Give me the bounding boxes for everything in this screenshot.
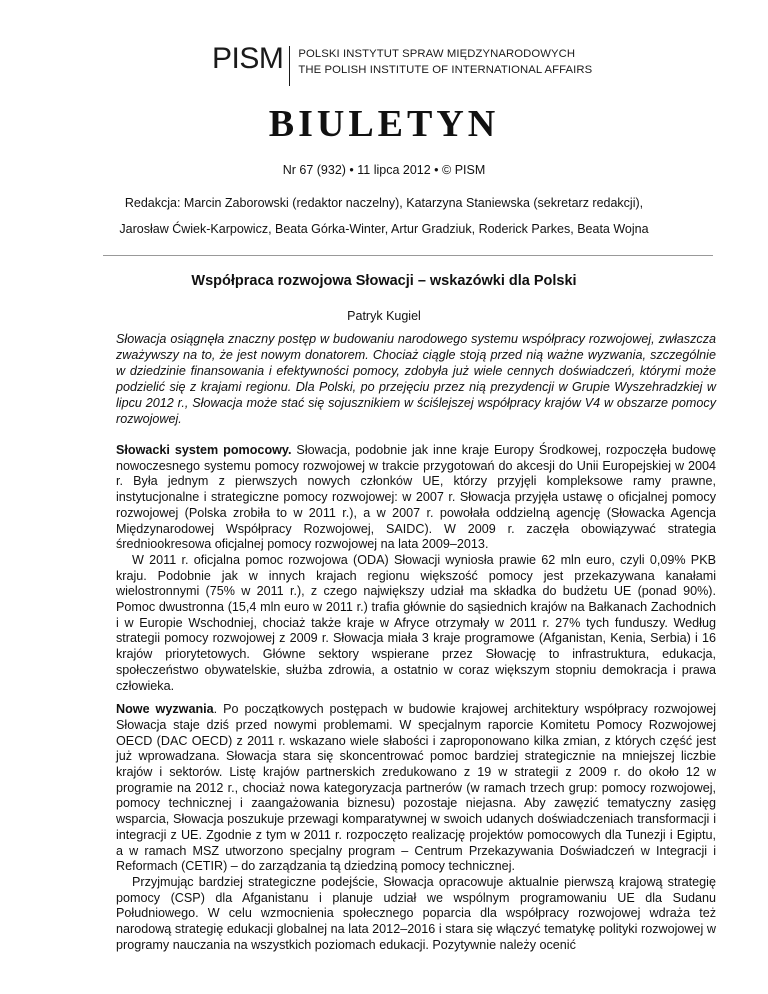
article-abstract: Słowacja osiągnęła znaczny postęp w budowaniu narodowego systemu współpracy rozwojowej, zwłaszcza zważywszy na to, że jest nowym donatorem. Chociaż ciągle stoją przed nią ważne wyzwania, szczególnie w dziedzinie finansowania i efektywności pomocy, zdobyła już wiele cennych doświadczeń, którymi może podzielić się z krajami regionu. Dla Polski, po przejęciu przez nią prezydencji w Grupie Wyszehradzkiej w lipcu 2012 r., Słowacja może stać się sojusznikiem w ściślejszej współpracy krajów V4 w obszarze pomocy rozwojowej. <box>116 332 716 426</box>
paragraph-1-text: Słowacja, podobnie jak inne kraje Europy Środkowej, rozpoczęła budowę nowoczesnego systemu pomocy rozwojowej w trakcie przygotowań do akcesji do Unii Europejskiej w 2004 r. Była jednym z pierwszych nowych członków UE, którzy przyjęli kompleksowe ramy prawne, instytucjonalne i strategiczne pomocy rozwojowej: w 2007 r. Słowacja przyjęła ustawę o oficjalnej pomocy rozwojowej (Polska zrobiła to w 2011 r.), a w 2007 r. powołała oddzielną agencję (Słowacka Agencja Międzynarodowej Współpracy Rozwojowej, SAIDC). W 2009 r. zaczęła obowiązywać strategia średniookresowa oficjalnej pomocy rozwojowej na lata 2009–2013. <box>116 443 716 552</box>
article-author: Patryk Kugiel <box>347 309 421 323</box>
paragraph-2: W 2011 r. oficjalna pomoc rozwojowa (ODA) Słowacji wyniosła prawie 62 mln euro, czyli 0,09% PKB kraju. Podobnie jak w innych krajach regionu większość pomocy jest przekazywana kanałami wielostronnymi (75% w 2011 r.), z czego największy udział ma składka do budżetu UE (ponad 90%). Pomoc dwustronna (15,4 mln euro w 2011 r.) trafia głównie do sąsiednich krajów na Bałkanach Zachodnich i w Europie Wschodniej, chociaż także kraje w Afryce otrzymały w 2011 r. 27% tych funduszy. Według strategii pomocy rozwojowej z 2009 r. Słowacja miała 3 kraje programowe (Afganistan, Kenia, Serbia) i 16 krajów priorytetowych. Główne sektory wspierane przez Słowację to infrastruktura, edukacja, społeczeństwo obywatelskie, służba zdrowia, a ostatnio w coraz większym stopniu demokracja i prawa człowieka. <box>116 552 716 693</box>
pism-logo: PISM <box>212 42 284 75</box>
institute-name-pl: POLSKI INSTYTUT SPRAW MIĘDZYNARODOWYCH <box>298 48 576 60</box>
institute-name <box>298 46 592 78</box>
institute-name-en: THE POLISH INSTITUTE OF INTERNATIONAL AFFAIRS <box>298 64 593 76</box>
section-heading-system: Słowacki system pomocowy. <box>116 443 292 457</box>
logo-divider <box>289 46 290 86</box>
paragraph-4: Przyjmując bardziej strategiczne podejście, Słowacja opracowuje aktualnie pierwszą krajową strategię pomocy (CSP) dla Afganistanu i planuje udział we wspólnym programowaniu UE dla Sudanu Południowego. W celu wzmocnienia społecznego poparcia dla współpracy rozwojowej wdraża też narodową strategię edukacji globalnej na lata 2012–2016 i stara się włączyć tematykę polityki rozwojowej w programy nauczania na wszystkich poziomach edukacji. Pozytywnie należy ocenić <box>116 874 716 952</box>
paragraph-3-text: . Po początkowych postępach w budowie krajowej architektury współpracy rozwojowej Słowacja staje dziś przed nowymi problemami. W specjalnym raporcie Komitetu Pomocy Rozwojowej OECD (DAC OECD) z 2011 r. wskazano wiele słabości i zaproponowano kilka zmian, z których część jest już wprowadzana. Słowacja stara się skoncentrować pomoc bardziej strategicznie na mniejszej liczbie krajów i sektorów. Listę krajów partnerskich zredukowano z 19 w strategii z 2009 r. do około 12 w programie na 2012 r., chociaż nowa kategoryzacja partnerów (w ramach trzech grup: pomocy rozwojowej, pomocy technicznej i zaangażowania biznesu) pozostaje niejasna. Aby zawęzić tematyczny zasięg wsparcia, Słowacja poszukuje przewagi komparatywnej w swoich udanych doświadczeniach transformacji i integracji z UE. Zgodnie z tym w 2011 r. rozpoczęto realizację projektów pomocowych dla Tunezji i Egiptu, a w ramach MSZ utworzono specjalny program – Centrum Przekazywania Doświadczeń w Integracji i Reformach (CETIR) – do zarządzania tą dziedziną pomocy technicznej. <box>116 702 717 874</box>
article-body <box>116 443 716 954</box>
bulletin-title: BIULETYN <box>268 103 500 145</box>
editorial-board <box>0 190 768 242</box>
paragraph-3 <box>116 702 716 875</box>
institute-header <box>212 44 592 86</box>
header-divider <box>103 255 713 256</box>
article-title: Współpraca rozwojowa Słowacji – wskazówki dla Polski <box>191 273 577 289</box>
section-heading-challenges: Nowe wyzwania <box>116 702 214 717</box>
editors-line-2: Jarosław Ćwiek-Karpowicz, Beata Górka-Winter, Artur Gradziuk, Roderick Parkes, Beata Wojna <box>119 222 649 236</box>
editors-line-1: Redakcja: Marcin Zaborowski (redaktor naczelny), Katarzyna Staniewska (sekretarz redakcji), <box>124 196 644 210</box>
paragraph-1 <box>116 443 716 553</box>
issue-info: Nr 67 (932) • 11 lipca 2012 • © PISM <box>282 163 486 177</box>
